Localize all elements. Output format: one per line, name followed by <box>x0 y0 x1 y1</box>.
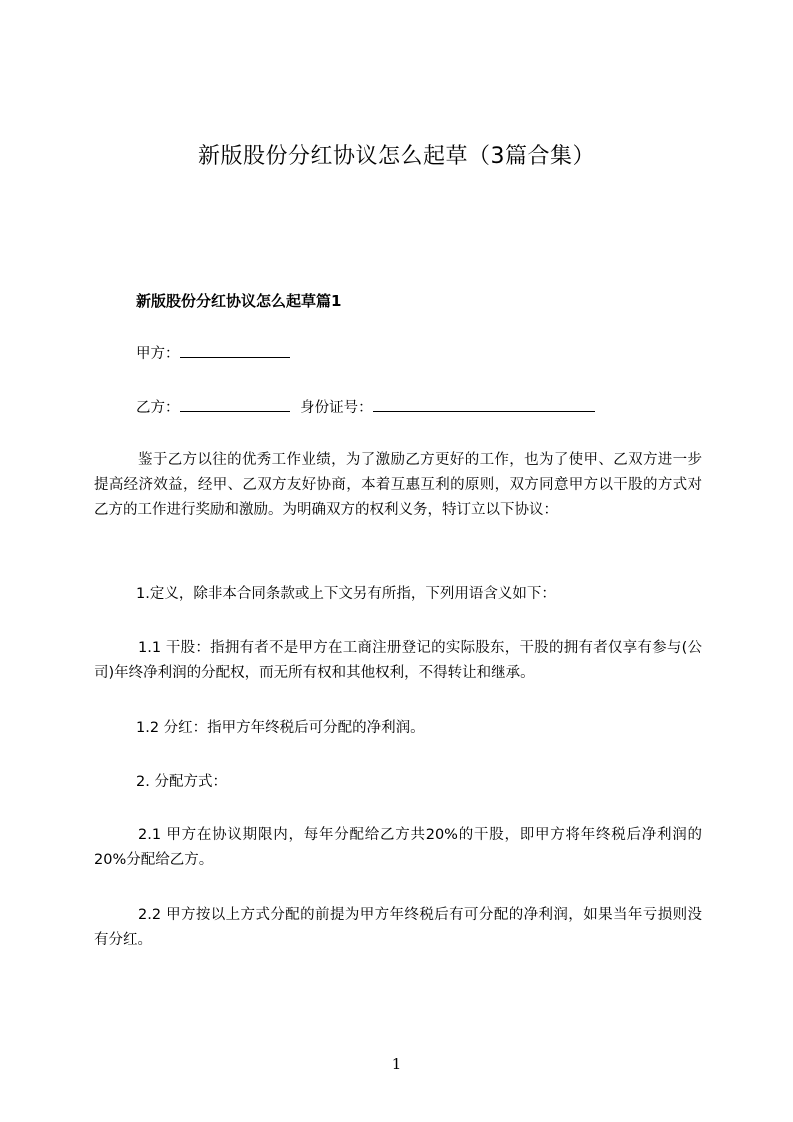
party-a-line <box>136 343 290 365</box>
paragraph-preamble: 鉴于乙方以往的优秀工作业绩，为了激励乙方更好的工作，也为了使甲、乙双方进一步提高经济效益，经甲、乙双方友好协商，本着互惠互利的原则，双方同意甲方以干股的方式对乙方的工作进行奖励和激励。为明确双方的权利义务，特订立以下协议： <box>94 452 702 518</box>
paragraph-definitions: 1.定义，除非本合同条款或上下文另有所指，下列用语含义如下： <box>136 586 556 602</box>
id-blank <box>373 397 595 412</box>
section-heading: 新版股份分红协议怎么起草篇1 <box>136 292 342 310</box>
paragraph-clause-1-2: 1.2 分红：指甲方年终税后可分配的净利润。 <box>136 720 425 736</box>
paragraph-clause-2: 2. 分配方式： <box>136 774 227 790</box>
party-b-line <box>136 397 595 419</box>
party-b-blank <box>180 397 290 412</box>
party-a-label: 甲方： <box>136 346 180 362</box>
paragraph-clause-2-1: 2.1 甲方在协议期限内，每年分配给乙方共20%的干股，即甲方将年终税后净利润的20%分配给乙方。 <box>94 827 702 868</box>
party-b-label: 乙方： <box>136 400 180 416</box>
paragraph-clause-1-1: 1.1 干股：指拥有者不是甲方在工商注册登记的实际股东，干股的拥有者仅享有参与(公司)年终净利润的分配权，而无所有权和其他权利，不得转让和继承。 <box>94 640 702 681</box>
page-number: 1 <box>391 1055 402 1073</box>
id-label: 身份证号： <box>300 400 373 416</box>
party-a-blank <box>180 343 290 358</box>
document-title: 新版股份分红协议怎么起草（3篇合集） <box>198 144 595 169</box>
paragraph-clause-2-2: 2.2 甲方按以上方式分配的前提为甲方年终税后有可分配的净利润，如果当年亏损则没有分红。 <box>94 907 702 948</box>
